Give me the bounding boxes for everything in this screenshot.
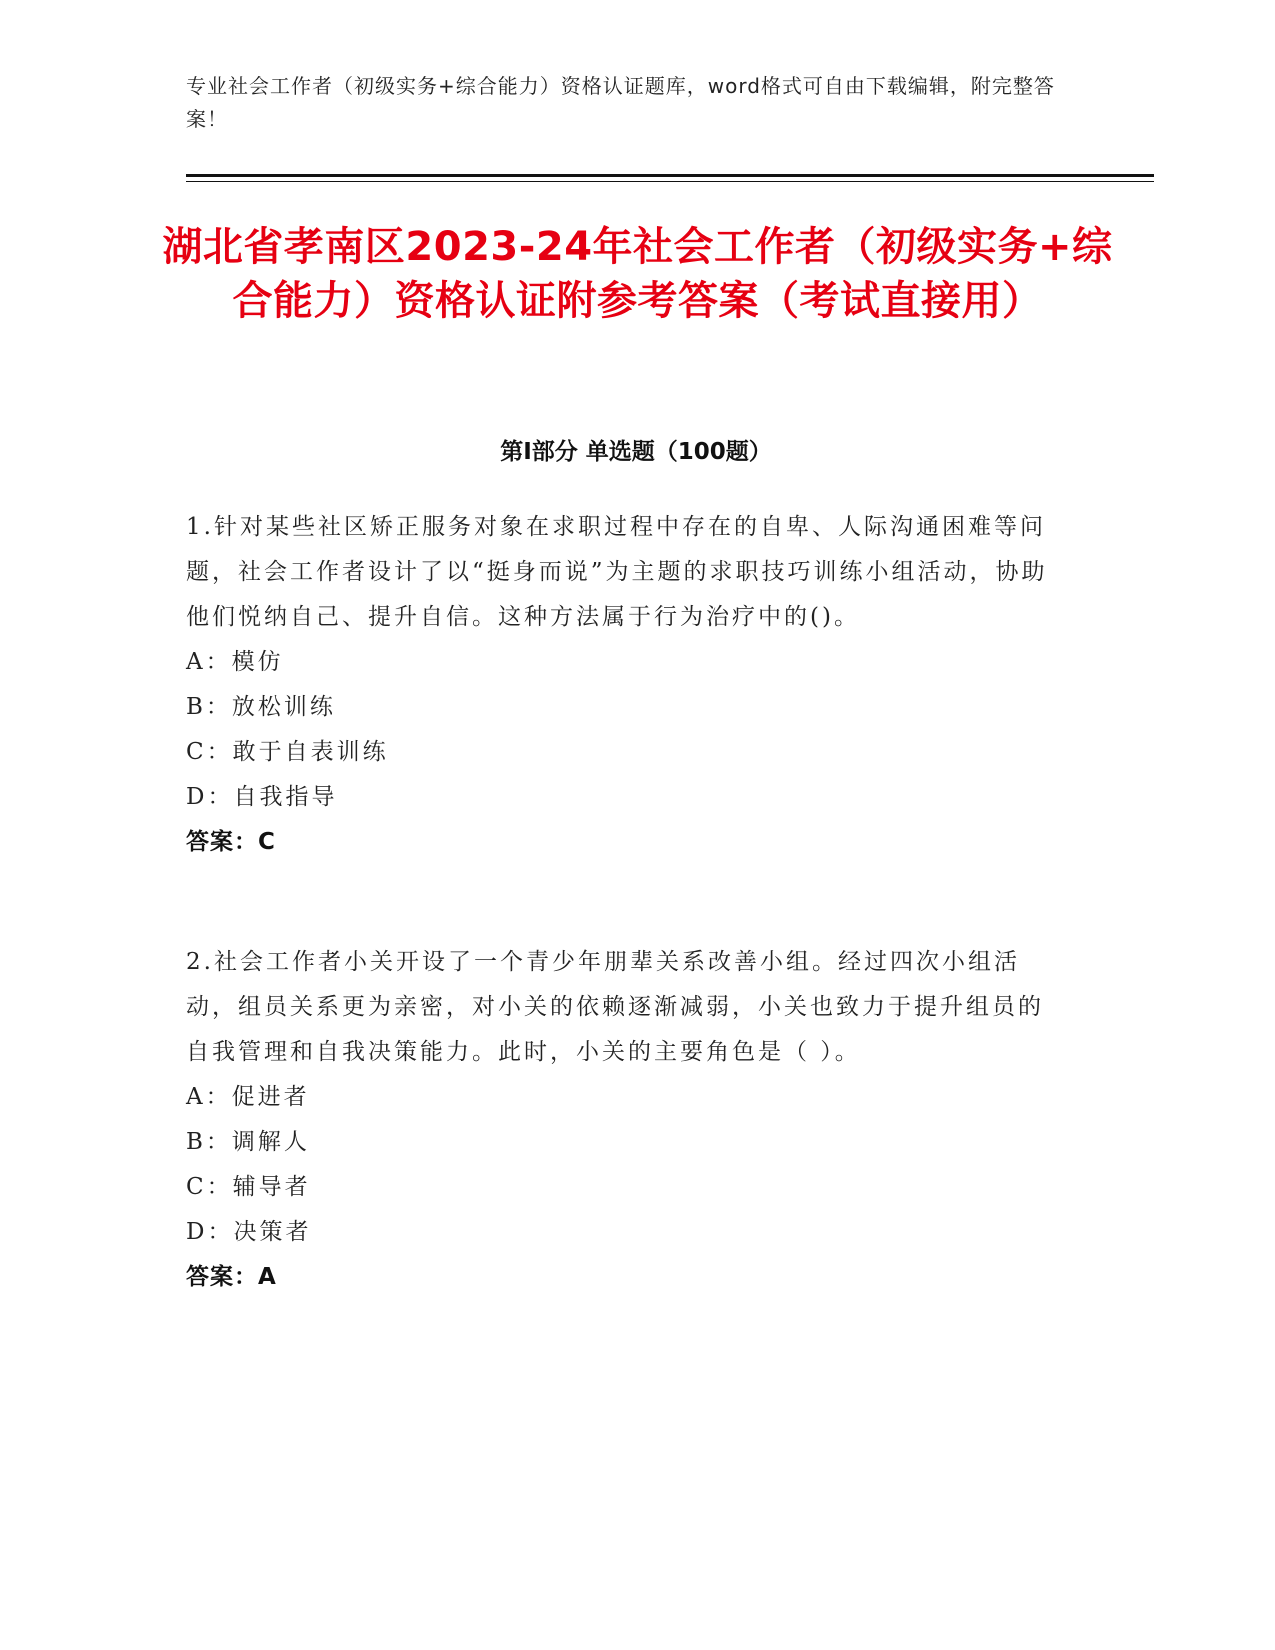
answer-line: 答案：C — [186, 829, 276, 855]
option-a: A：模仿 — [186, 649, 284, 675]
question-2 — [186, 940, 1066, 1300]
question-stem: 2.社会工作者小关开设了一个青少年朋辈关系改善小组。经过四次小组活动，组员关系更为亲密，对小关的依赖逐渐减弱，小关也致力于提升组员的自我管理和自我决策能力。此时，小关的主要角色是（ ）。 — [186, 949, 1044, 1065]
header-divider-thick — [186, 174, 1154, 177]
question-stem: 1.针对某些社区矫正服务对象在求职过程中存在的自卑、人际沟通困难等问题，社会工作者设计了以“挺身而说”为主题的求职技巧训练小组活动，协助他们悦纳自己、提升自信。这种方法属于行为治疗中的()。 — [186, 514, 1048, 630]
option-c: C：辅导者 — [186, 1174, 311, 1200]
option-d: D：决策者 — [186, 1219, 312, 1245]
document-title: 湖北省孝南区2023-24年社会工作者（初级实务+综合能力）资格认证附参考答案（考试直接用） — [162, 224, 1113, 324]
section-heading: 第Ⅰ部分 单选题（100题） — [500, 439, 772, 465]
option-d: D：自我指导 — [186, 784, 338, 810]
question-1 — [186, 505, 1066, 865]
header-note: 专业社会工作者（初级实务+综合能力）资格认证题库，word格式可自由下载编辑，附完整答案！ — [186, 74, 1055, 131]
option-a: A：促进者 — [186, 1084, 310, 1110]
header-divider-thin — [186, 181, 1154, 182]
option-c: C：敢于自表训练 — [186, 739, 389, 765]
option-b: B：调解人 — [186, 1129, 310, 1155]
answer-line: 答案：A — [186, 1264, 277, 1290]
option-b: B：放松训练 — [186, 694, 336, 720]
